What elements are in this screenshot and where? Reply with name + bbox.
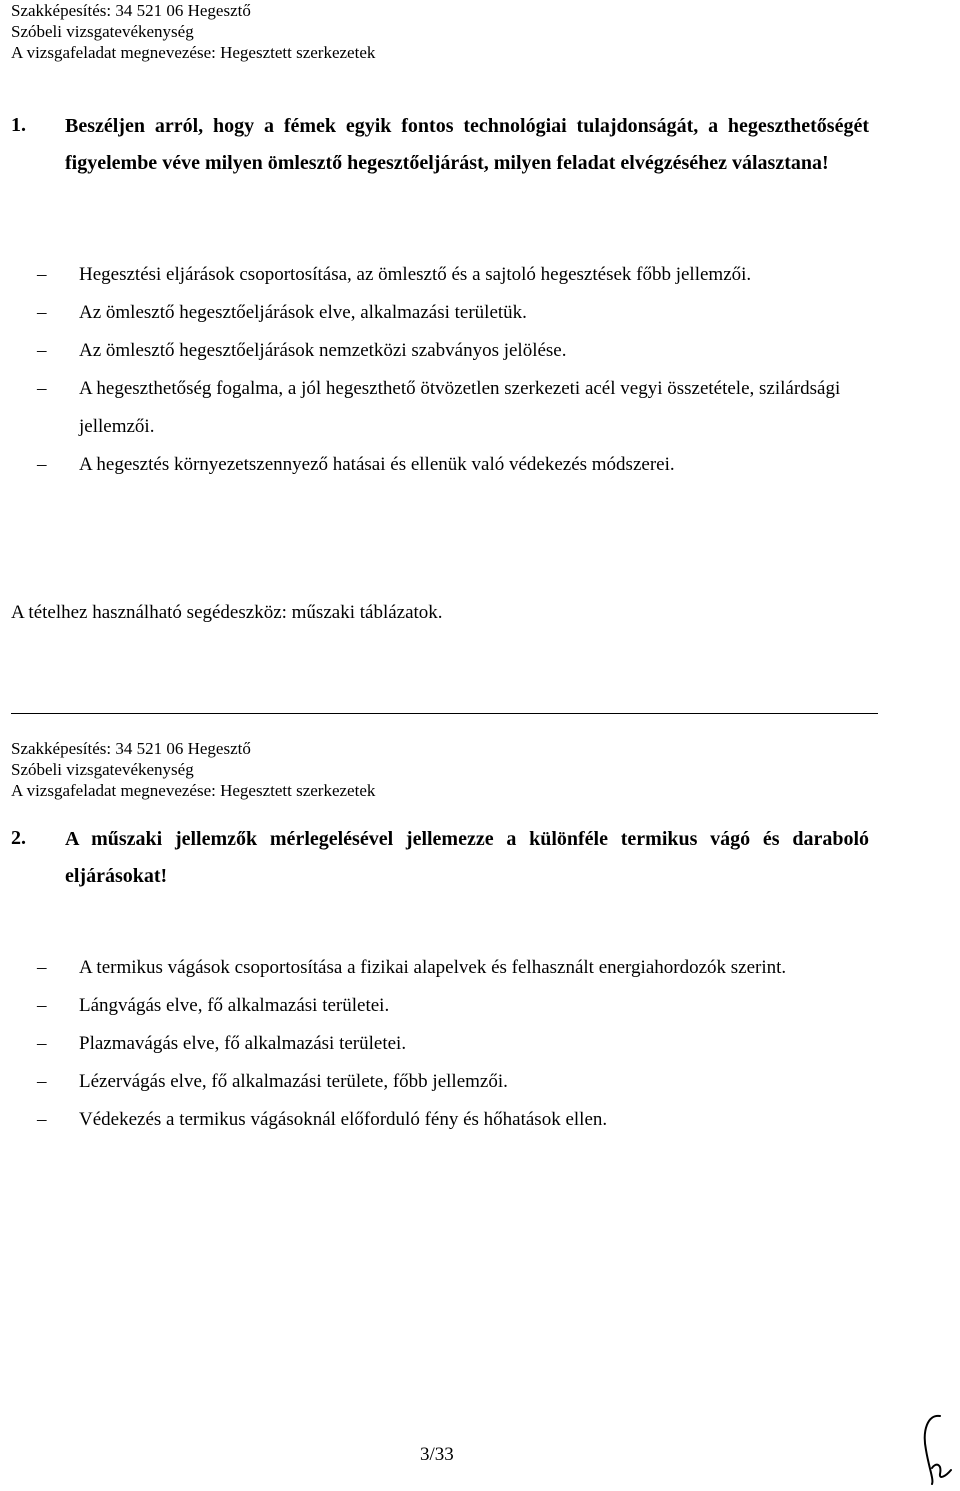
dash-bullet-icon: –: [37, 957, 47, 978]
header-activity: Szóbeli vizsgatevékenység: [11, 760, 194, 779]
document-header: [11, 738, 375, 801]
dash-bullet-icon: –: [37, 1109, 47, 1130]
question-2-number: 2.: [11, 827, 26, 849]
list-item: – Az ömlesztő hegesztőeljárások nemzetközi szabványos jelölése.: [37, 332, 867, 370]
signature-icon: [918, 1410, 956, 1485]
header-task-name: A vizsgafeladat megnevezése: Hegesztett szerkezetek: [11, 781, 376, 800]
header-task-name: A vizsgafeladat megnevezése: Hegesztett szerkezetek: [11, 43, 376, 62]
list-item: – A termikus vágások csoportosítása a fizikai alapelvek és felhasznált energiahordozók szerint.: [37, 949, 867, 987]
dash-bullet-icon: –: [37, 1071, 47, 1092]
dash-bullet-icon: –: [37, 264, 47, 285]
header-qualification: Szakképesítés: 34 521 06 Hegesztő: [11, 1, 251, 20]
list-item: – Hegesztési eljárások csoportosítása, az ömlesztő és a sajtoló hegesztések főbb jellemzői.: [37, 256, 867, 294]
dash-bullet-icon: –: [37, 340, 47, 361]
list-item: – Az ömlesztő hegesztőeljárások elve, alkalmazási területük.: [37, 294, 867, 332]
list-item: – Plazmavágás elve, fő alkalmazási területei.: [37, 1025, 867, 1063]
question-2-text: A műszaki jellemzők mérlegelésével jellemezze a különféle termikus vágó és daraboló eljárásokat!: [65, 828, 869, 887]
list-item: – Védekezés a termikus vágásoknál előforduló fény és hőhatások ellen.: [37, 1101, 867, 1139]
dash-bullet-icon: –: [37, 302, 47, 323]
section-divider: [11, 713, 878, 714]
list-item: – A hegeszthetőség fogalma, a jól hegeszthető ötvözetlen szerkezeti acél vegyi összetétele, szilárdsági jellemzői.: [37, 370, 867, 446]
document-header: [11, 0, 375, 63]
header-qualification: Szakképesítés: 34 521 06 Hegesztő: [11, 739, 251, 758]
dash-bullet-icon: –: [37, 995, 47, 1016]
list-item: – A hegesztés környezetszennyező hatásai és ellenük való védekezés módszerei.: [37, 446, 867, 484]
page-number: 3/33: [420, 1444, 454, 1465]
list-item: – Lángvágás elve, fő alkalmazási területei.: [37, 987, 867, 1025]
question-1-number: 1.: [11, 114, 26, 136]
list-item: – Lézervágás elve, fő alkalmazási területe, főbb jellemzői.: [37, 1063, 867, 1101]
question-1-bullet-list: [37, 256, 867, 484]
question-2-bullet-list: [37, 949, 867, 1139]
dash-bullet-icon: –: [37, 378, 47, 399]
header-activity: Szóbeli vizsgatevékenység: [11, 22, 194, 41]
dash-bullet-icon: –: [37, 454, 47, 475]
dash-bullet-icon: –: [37, 1033, 47, 1054]
question-1-tool-note: A tételhez használható segédeszköz: műszaki táblázatok.: [11, 602, 443, 623]
question-1-text: Beszéljen arról, hogy a fémek egyik fontos technológiai tulajdonságát, a hegeszthetőségét figyelembe véve milyen ömlesztő hegesztőeljárást, milyen feladat elvégzéséhez választana!: [65, 115, 869, 174]
